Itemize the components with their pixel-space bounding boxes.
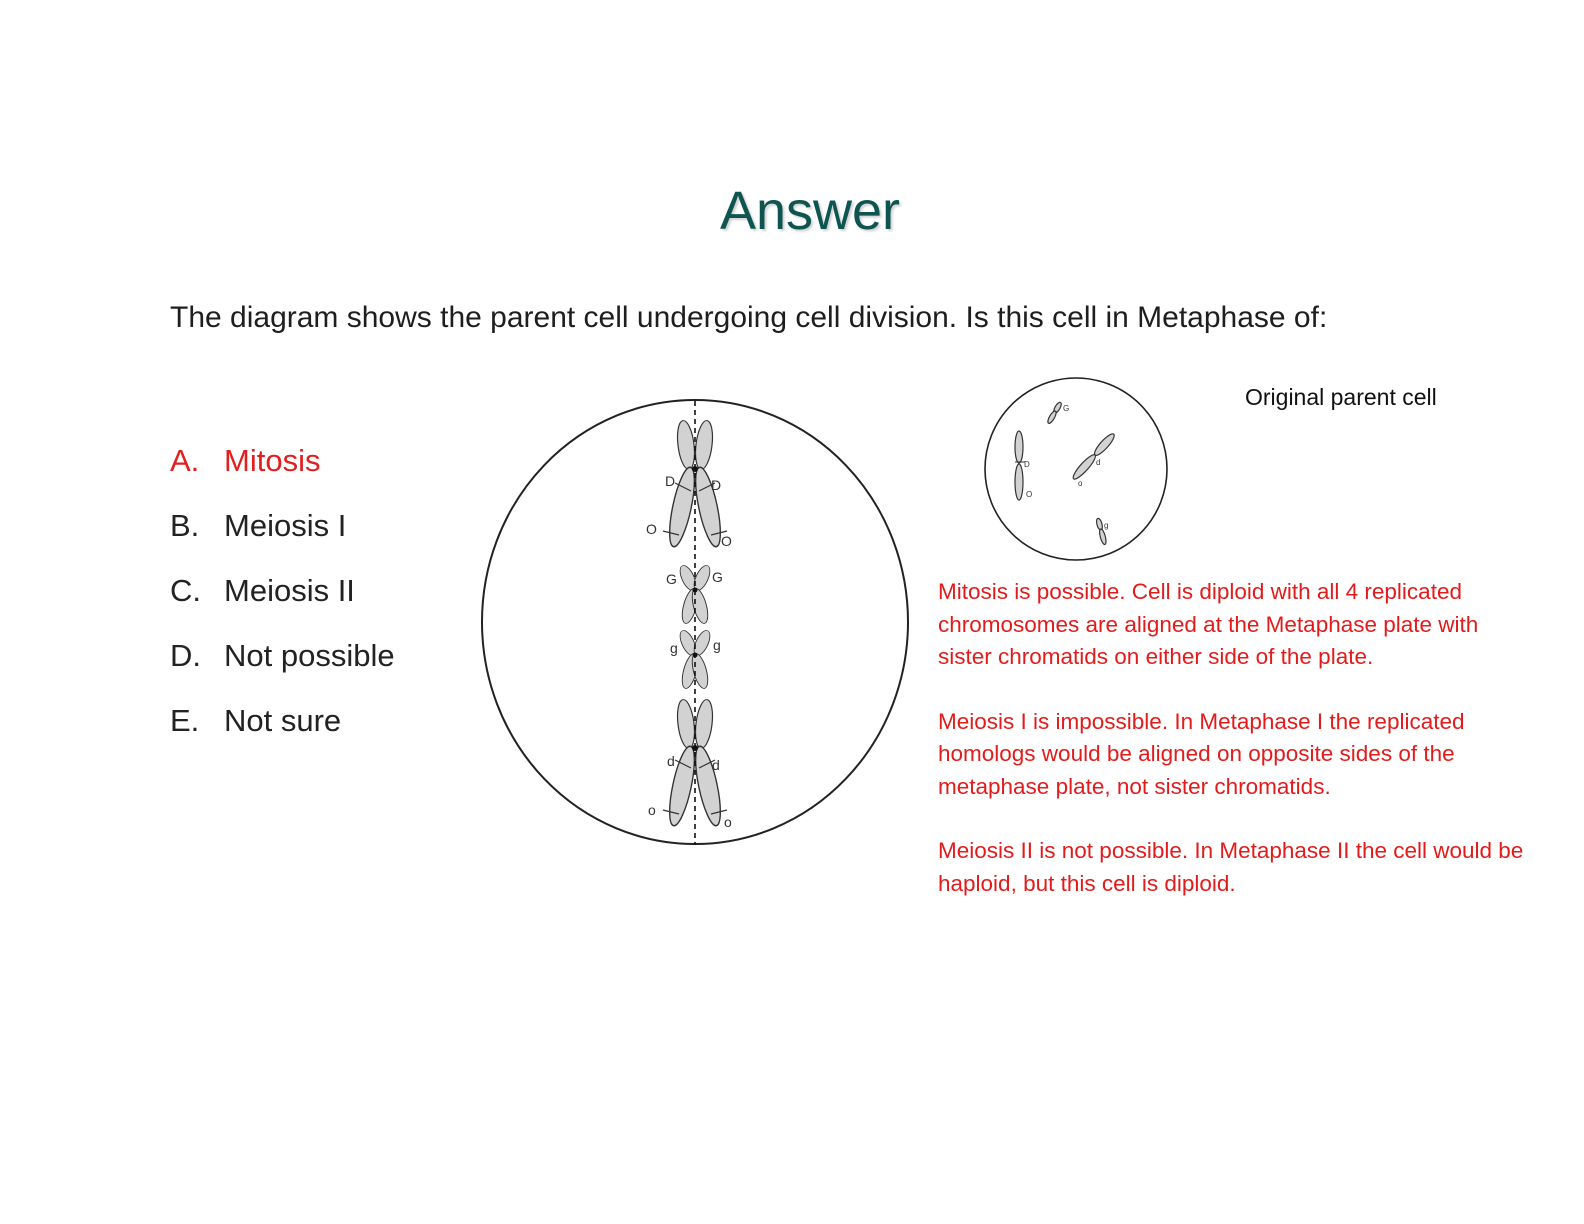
option-text: Mitosis bbox=[224, 443, 321, 478]
label-O-right: O bbox=[721, 533, 732, 549]
explanation-meiosis-2: Meiosis II is not possible. In Metaphase II the cell would be haploid, but this cell is diploid. bbox=[938, 838, 1524, 896]
label-o-right: o bbox=[724, 814, 732, 830]
parent-label-D: D bbox=[1024, 460, 1030, 469]
parent-cell-caption: Original parent cell bbox=[1245, 384, 1437, 410]
label-g-left: g bbox=[670, 640, 678, 656]
label-o-left: o bbox=[648, 802, 656, 818]
parent-label-g: g bbox=[1104, 521, 1109, 530]
question-text: The diagram shows the parent cell undergoing cell division. Is this cell in Metaphase of: bbox=[170, 301, 1328, 334]
parent-label-d: d bbox=[1096, 458, 1101, 467]
option-text: Meiosis I bbox=[224, 508, 347, 543]
parent-cell bbox=[985, 378, 1167, 560]
label-G-right: G bbox=[712, 569, 723, 585]
metaphase-cell bbox=[482, 400, 908, 844]
option-letter: B. bbox=[170, 508, 200, 543]
explanation-meiosis-1: Meiosis I is impossible. In Metaphase I the replicated homologs would be aligned on opposite sides of the metaphase plate, not sister chromatids. bbox=[938, 708, 1465, 799]
explanation-block bbox=[938, 576, 1538, 932]
option-text: Not possible bbox=[224, 638, 395, 673]
label-G-left: G bbox=[666, 571, 677, 587]
option-letter: A. bbox=[170, 443, 200, 478]
label-D-right: D bbox=[711, 477, 722, 493]
label-d-left: d bbox=[667, 753, 675, 769]
explanation-mitosis: Mitosis is possible. Cell is diploid with all 4 replicated chromosomes are aligned at the Metaphase plate with sister chromatids on either side of the plate. bbox=[938, 579, 1479, 669]
label-d-right: d bbox=[712, 757, 720, 773]
parent-cell-membrane bbox=[985, 378, 1167, 560]
option-letter: C. bbox=[170, 573, 201, 608]
parent-chromosome-d bbox=[1071, 432, 1117, 482]
option-letter: D. bbox=[170, 638, 201, 673]
parent-label-G: G bbox=[1063, 404, 1070, 413]
label-O-left: O bbox=[646, 521, 657, 537]
label-g-right: g bbox=[713, 637, 721, 653]
page-title: Answer bbox=[719, 181, 901, 241]
option-letter: E. bbox=[170, 703, 200, 738]
option-text: Not sure bbox=[224, 703, 342, 738]
label-D-left: D bbox=[665, 473, 676, 489]
parent-label-O: O bbox=[1026, 490, 1033, 499]
parent-chromosome-G bbox=[1046, 401, 1062, 424]
parent-label-o: o bbox=[1078, 479, 1083, 488]
option-text: Meiosis II bbox=[224, 573, 355, 608]
